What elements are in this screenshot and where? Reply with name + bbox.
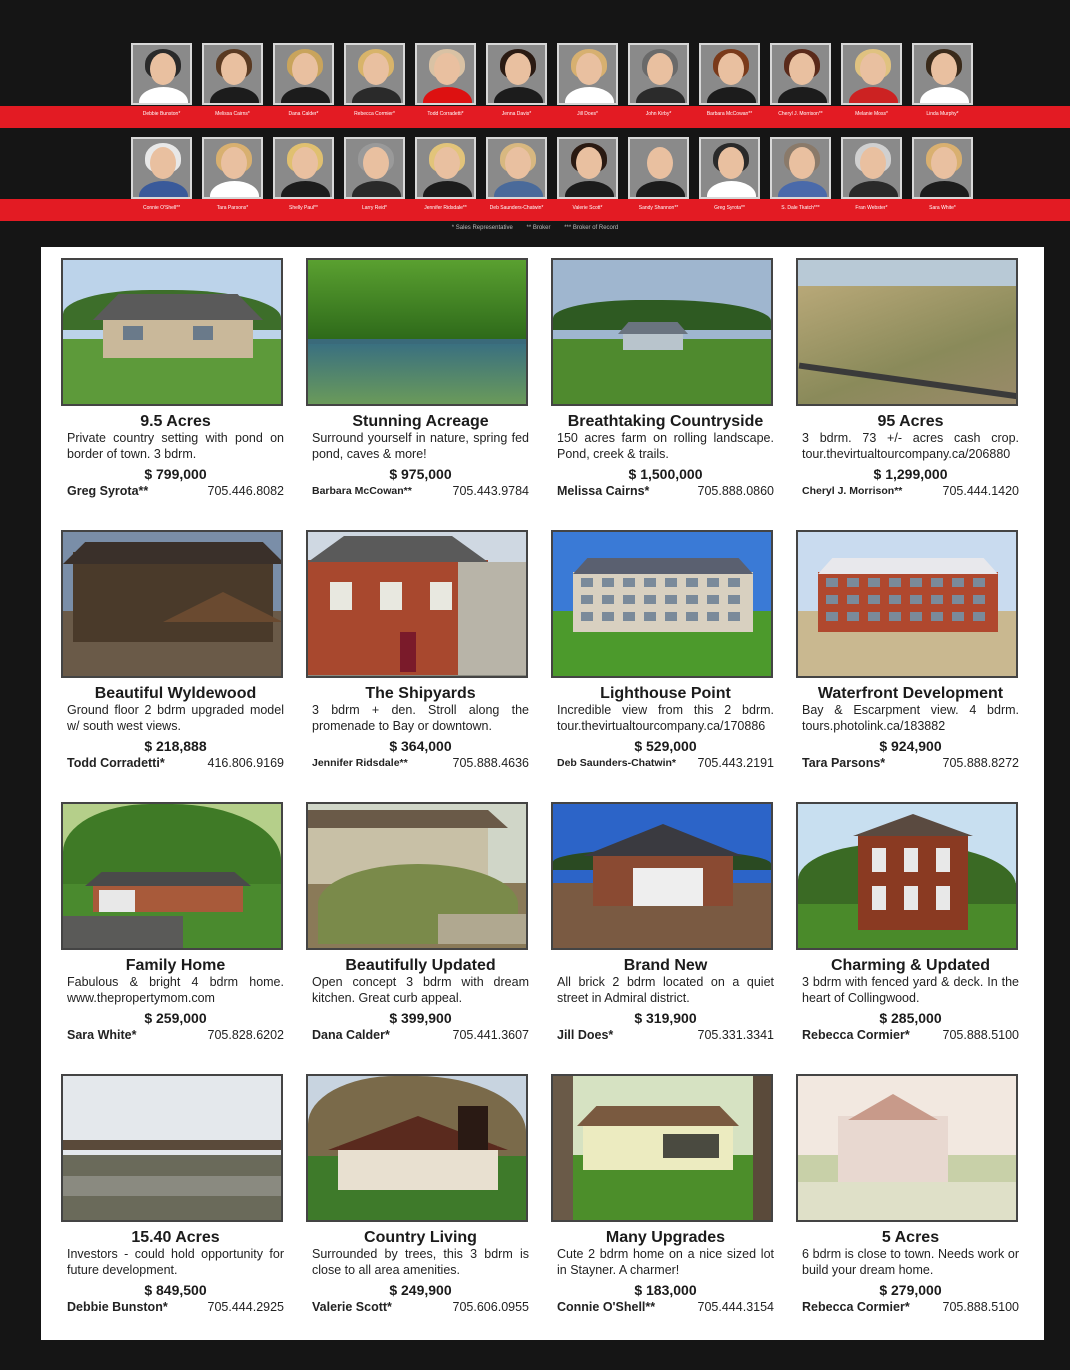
agent-card xyxy=(699,43,760,117)
listing-contact xyxy=(306,1299,535,1315)
listing-card[interactable] xyxy=(790,1074,1035,1346)
agent-header xyxy=(0,0,1070,245)
listing-title: Breathtaking Countryside xyxy=(567,413,764,430)
listing-description: Investors - could hold opportunity for future development. xyxy=(67,1247,284,1277)
listing-title: Brand New xyxy=(623,957,708,974)
listing-title: Stunning Acreage xyxy=(352,413,489,430)
listing-price: $ 183,000 xyxy=(634,1282,697,1298)
agent-photo xyxy=(770,137,831,199)
agent-name: Debbie Bunston* xyxy=(142,111,181,117)
listing-agent: Melissa Cairns* xyxy=(557,484,650,498)
listing-title: 9.5 Acres xyxy=(140,413,211,430)
agent-photo xyxy=(202,137,263,199)
agent-photo xyxy=(699,137,760,199)
agent-card xyxy=(912,137,973,211)
agent-card xyxy=(415,43,476,117)
listing-phone[interactable]: 705.446.8082 xyxy=(207,484,284,498)
agent-name: Fran Webster* xyxy=(855,205,888,211)
listing-agent: Sara White* xyxy=(67,1028,137,1042)
listing-contact xyxy=(306,483,535,499)
listing-title: Many Upgrades xyxy=(605,1229,726,1246)
listing-contact xyxy=(551,1027,780,1043)
agent-photo xyxy=(486,137,547,199)
listings-grid xyxy=(41,247,1044,1340)
listing-card[interactable] xyxy=(790,530,1035,802)
listing-agent: Greg Syrota** xyxy=(67,484,149,498)
legend-item: * Sales Representative xyxy=(451,225,513,231)
agent-name: Dana Calder* xyxy=(288,111,319,117)
agent-photo xyxy=(699,43,760,105)
listing-phone[interactable]: 416.806.9169 xyxy=(207,756,284,770)
listing-card[interactable] xyxy=(300,802,545,1074)
listing-card[interactable] xyxy=(55,530,300,802)
listing-photo[interactable] xyxy=(551,530,773,678)
agent-name: John Kirby* xyxy=(645,111,672,117)
agent-photo xyxy=(912,43,973,105)
agent-photo xyxy=(912,137,973,199)
listing-agent: Debbie Bunston* xyxy=(67,1300,168,1314)
agent-card xyxy=(841,137,902,211)
agent-card xyxy=(770,43,831,117)
listing-contact xyxy=(61,1027,290,1043)
agent-card xyxy=(344,137,405,211)
listing-title: 15.40 Acres xyxy=(131,1229,220,1246)
listing-photo[interactable] xyxy=(61,1074,283,1222)
agent-name: Todd Corradetti* xyxy=(427,111,464,117)
listing-card[interactable] xyxy=(55,1074,300,1346)
listing-phone[interactable]: 705.888.5100 xyxy=(942,1028,1019,1042)
listing-agent: Tara Parsons* xyxy=(802,756,886,770)
agent-card xyxy=(486,137,547,211)
listing-photo[interactable] xyxy=(551,258,773,406)
agent-card xyxy=(841,43,902,117)
listing-price: $ 319,900 xyxy=(634,1010,697,1026)
listing-title: Beautifully Updated xyxy=(345,957,496,974)
listing-description: 3 bdrm with fenced yard & deck. In the heart of Collingwood. xyxy=(802,975,1019,1005)
listing-phone[interactable]: 705.443.9784 xyxy=(452,484,529,498)
agent-name: Barbara McCowan** xyxy=(706,111,753,117)
agent-name: Sandy Shannon** xyxy=(638,205,679,211)
listing-contact xyxy=(796,483,1025,499)
listing-agent: Deb Saunders-Chatwin* xyxy=(557,757,677,769)
listing-phone[interactable]: 705.828.6202 xyxy=(207,1028,284,1042)
agent-name: Shelly Paul** xyxy=(289,205,318,211)
listing-title: 95 Acres xyxy=(877,413,944,430)
agent-name: Larry Reid* xyxy=(361,205,387,211)
listing-price: $ 799,000 xyxy=(144,466,207,482)
agent-card xyxy=(202,43,263,117)
listing-phone[interactable]: 705.888.0860 xyxy=(697,484,774,498)
listing-title: Country Living xyxy=(364,1229,477,1246)
listing-agent: Barbara McCowan** xyxy=(312,485,412,497)
agent-name: Valerie Scott* xyxy=(572,205,603,211)
listing-photo[interactable] xyxy=(61,530,283,678)
listing-description: Bay & Escarpment view. 4 bdrm. tours.photolink.ca/183882 xyxy=(802,703,1019,733)
agent-name: Melanie Moss* xyxy=(855,111,888,117)
agent-photo xyxy=(131,137,192,199)
listing-agent: Connie O'Shell** xyxy=(557,1300,656,1314)
agent-card xyxy=(415,137,476,211)
listing-photo[interactable] xyxy=(551,802,773,950)
agent-card xyxy=(273,137,334,211)
listing-phone[interactable]: 705.888.5100 xyxy=(942,1300,1019,1314)
listing-price: $ 399,900 xyxy=(389,1010,452,1026)
listing-phone[interactable]: 705.888.8272 xyxy=(942,756,1019,770)
agent-photo xyxy=(628,137,689,199)
listing-description: 6 bdrm is close to town. Needs work or build your dream home. xyxy=(802,1247,1019,1277)
listing-price: $ 279,000 xyxy=(879,1282,942,1298)
listing-agent: Jill Does* xyxy=(557,1028,614,1042)
agent-card xyxy=(202,137,263,211)
listing-price: $ 849,500 xyxy=(144,1282,207,1298)
listing-contact xyxy=(796,1027,1025,1043)
listing-price: $ 924,900 xyxy=(879,738,942,754)
agent-photo xyxy=(344,43,405,105)
listing-description: Fabulous & bright 4 bdrm home. www.thepropertymom.com xyxy=(67,975,284,1005)
listing-photo[interactable] xyxy=(796,258,1018,406)
listing-photo[interactable] xyxy=(796,802,1018,950)
listing-title: Waterfront Development xyxy=(817,685,1004,702)
listing-title: Lighthouse Point xyxy=(600,685,731,702)
listing-contact xyxy=(796,755,1025,771)
listing-agent: Todd Corradetti* xyxy=(67,756,165,770)
listing-description: Open concept 3 bdrm with dream kitchen. Great curb appeal. xyxy=(312,975,529,1005)
listing-price: $ 975,000 xyxy=(389,466,452,482)
agent-name: Cheryl J. Morrison** xyxy=(778,111,823,117)
listing-card[interactable] xyxy=(300,530,545,802)
agent-photo xyxy=(131,43,192,105)
listing-card[interactable] xyxy=(545,258,790,530)
legend-item: ** Broker xyxy=(526,225,551,231)
listing-photo[interactable] xyxy=(796,530,1018,678)
agent-name: Sara White* xyxy=(929,205,956,211)
listing-description: 3 bdrm + den. Stroll along the promenade to Bay or downtown. xyxy=(312,703,529,733)
legend xyxy=(0,225,1070,231)
listing-description: Cute 2 bdrm home on a nice sized lot in Stayner. A charmer! xyxy=(557,1247,774,1277)
listing-description: 3 bdrm. 73 +/- acres cash crop. tour.thevirtualtourcompany.ca/206880 xyxy=(802,431,1019,461)
agent-name: Jennifer Ridsdale** xyxy=(424,205,467,211)
listing-title: Beautiful Wyldewood xyxy=(94,685,257,702)
listing-price: $ 529,000 xyxy=(634,738,697,754)
agent-photo xyxy=(415,137,476,199)
listing-agent: Cheryl J. Morrison** xyxy=(802,485,903,497)
listing-contact xyxy=(796,1299,1025,1315)
listing-agent: Dana Calder* xyxy=(312,1028,390,1042)
listing-agent: Rebecca Cormier* xyxy=(802,1300,910,1314)
listing-price: $ 259,000 xyxy=(144,1010,207,1026)
listing-contact xyxy=(306,755,535,771)
agent-card xyxy=(131,43,192,117)
listing-contact xyxy=(551,755,780,771)
agent-photo xyxy=(841,137,902,199)
agent-name: Jenna Davis* xyxy=(501,111,532,117)
agent-card xyxy=(486,43,547,117)
listing-title: Charming & Updated xyxy=(830,957,991,974)
agent-photo xyxy=(273,43,334,105)
listing-photo[interactable] xyxy=(61,802,283,950)
listing-phone[interactable]: 705.444.1420 xyxy=(942,484,1019,498)
listing-agent: Jennifer Ridsdale** xyxy=(312,757,408,769)
agent-photo xyxy=(273,137,334,199)
listing-price: $ 1,500,000 xyxy=(628,466,703,482)
listing-description: Incredible view from this 2 bdrm. tour.thevirtualtourcompany.ca/170886 xyxy=(557,703,774,733)
listing-description: Surround yourself in nature, spring fed pond, caves & more! xyxy=(312,431,529,461)
listing-photo[interactable] xyxy=(306,802,528,950)
agent-card xyxy=(557,137,618,211)
listing-phone[interactable]: 705.443.2191 xyxy=(697,756,774,770)
agent-card xyxy=(344,43,405,117)
listing-contact xyxy=(61,1299,290,1315)
agent-card xyxy=(912,43,973,117)
listing-contact xyxy=(551,1299,780,1315)
listing-phone[interactable]: 705.888.4636 xyxy=(452,756,529,770)
agent-name: Rebecca Cormier* xyxy=(354,111,395,117)
agent-photo xyxy=(415,43,476,105)
listing-phone[interactable]: 705.444.2925 xyxy=(207,1300,284,1314)
listing-price: $ 1,299,000 xyxy=(873,466,948,482)
listing-photo[interactable] xyxy=(306,258,528,406)
listing-phone[interactable]: 705.606.0955 xyxy=(452,1300,529,1314)
listing-phone[interactable]: 705.444.3154 xyxy=(697,1300,774,1314)
agent-photo xyxy=(557,43,618,105)
listing-photo[interactable] xyxy=(61,258,283,406)
listing-description: Ground floor 2 bdrm upgraded model w/ south west views. xyxy=(67,703,284,733)
agent-card xyxy=(557,43,618,117)
agent-row xyxy=(131,137,973,211)
listing-title: Family Home xyxy=(125,957,226,974)
agent-name: Deb Saunders-Chatwin* xyxy=(489,205,544,211)
agent-photo xyxy=(628,43,689,105)
agent-card xyxy=(628,137,689,211)
listing-photo[interactable] xyxy=(306,530,528,678)
listing-card[interactable] xyxy=(300,258,545,530)
listing-card[interactable] xyxy=(790,258,1035,530)
agent-card xyxy=(131,137,192,211)
agent-photo xyxy=(557,137,618,199)
listing-description: All brick 2 bdrm located on a quiet street in Admiral district. xyxy=(557,975,774,1005)
agent-photo xyxy=(486,43,547,105)
listing-card[interactable] xyxy=(790,802,1035,1074)
listing-phone[interactable]: 705.441.3607 xyxy=(452,1028,529,1042)
listing-card[interactable] xyxy=(545,1074,790,1346)
listing-contact xyxy=(551,483,780,499)
listing-card[interactable] xyxy=(545,802,790,1074)
agent-card xyxy=(770,137,831,211)
listing-description: Surrounded by trees, this 3 bdrm is close to all area amenities. xyxy=(312,1247,529,1277)
listing-card[interactable] xyxy=(300,1074,545,1346)
listing-phone[interactable]: 705.331.3341 xyxy=(697,1028,774,1042)
listing-price: $ 218,888 xyxy=(144,738,207,754)
agent-name: Linda Murphy* xyxy=(926,111,959,117)
agent-photo xyxy=(202,43,263,105)
listing-price: $ 364,000 xyxy=(389,738,452,754)
agent-photo xyxy=(344,137,405,199)
listings-panel xyxy=(41,247,1044,1340)
listing-price: $ 285,000 xyxy=(879,1010,942,1026)
listing-photo[interactable] xyxy=(306,1074,528,1222)
listing-price: $ 249,900 xyxy=(389,1282,452,1298)
agent-name: S. Dale Tkatch*** xyxy=(781,205,820,211)
agent-name: Melissa Cairns* xyxy=(215,111,250,117)
listing-contact xyxy=(61,755,290,771)
listing-card[interactable] xyxy=(55,802,300,1074)
legend-item: *** Broker of Record xyxy=(564,225,619,231)
listing-description: Private country setting with pond on border of town. 3 bdrm. xyxy=(67,431,284,461)
agent-photo xyxy=(770,43,831,105)
agent-name: Jill Does* xyxy=(577,111,598,117)
agent-photo xyxy=(841,43,902,105)
listing-card[interactable] xyxy=(545,530,790,802)
listing-photo[interactable] xyxy=(796,1074,1018,1222)
agent-name: Connie O'Shell** xyxy=(142,205,181,211)
agent-card xyxy=(273,43,334,117)
listing-contact xyxy=(61,483,290,499)
listing-title: 5 Acres xyxy=(881,1229,940,1246)
listing-agent: Valerie Scott* xyxy=(312,1300,392,1314)
listing-agent: Rebecca Cormier* xyxy=(802,1028,910,1042)
agent-card xyxy=(628,43,689,117)
agent-row xyxy=(131,43,973,117)
agent-name: Greg Syrota** xyxy=(714,205,745,211)
listing-card[interactable] xyxy=(55,258,300,530)
agent-name: Tara Parsons* xyxy=(216,205,249,211)
agent-card xyxy=(699,137,760,211)
listing-contact xyxy=(306,1027,535,1043)
listing-title: The Shipyards xyxy=(365,685,476,702)
listing-description: 150 acres farm on rolling landscape. Pond, creek & trails. xyxy=(557,431,774,461)
listing-photo[interactable] xyxy=(551,1074,773,1222)
